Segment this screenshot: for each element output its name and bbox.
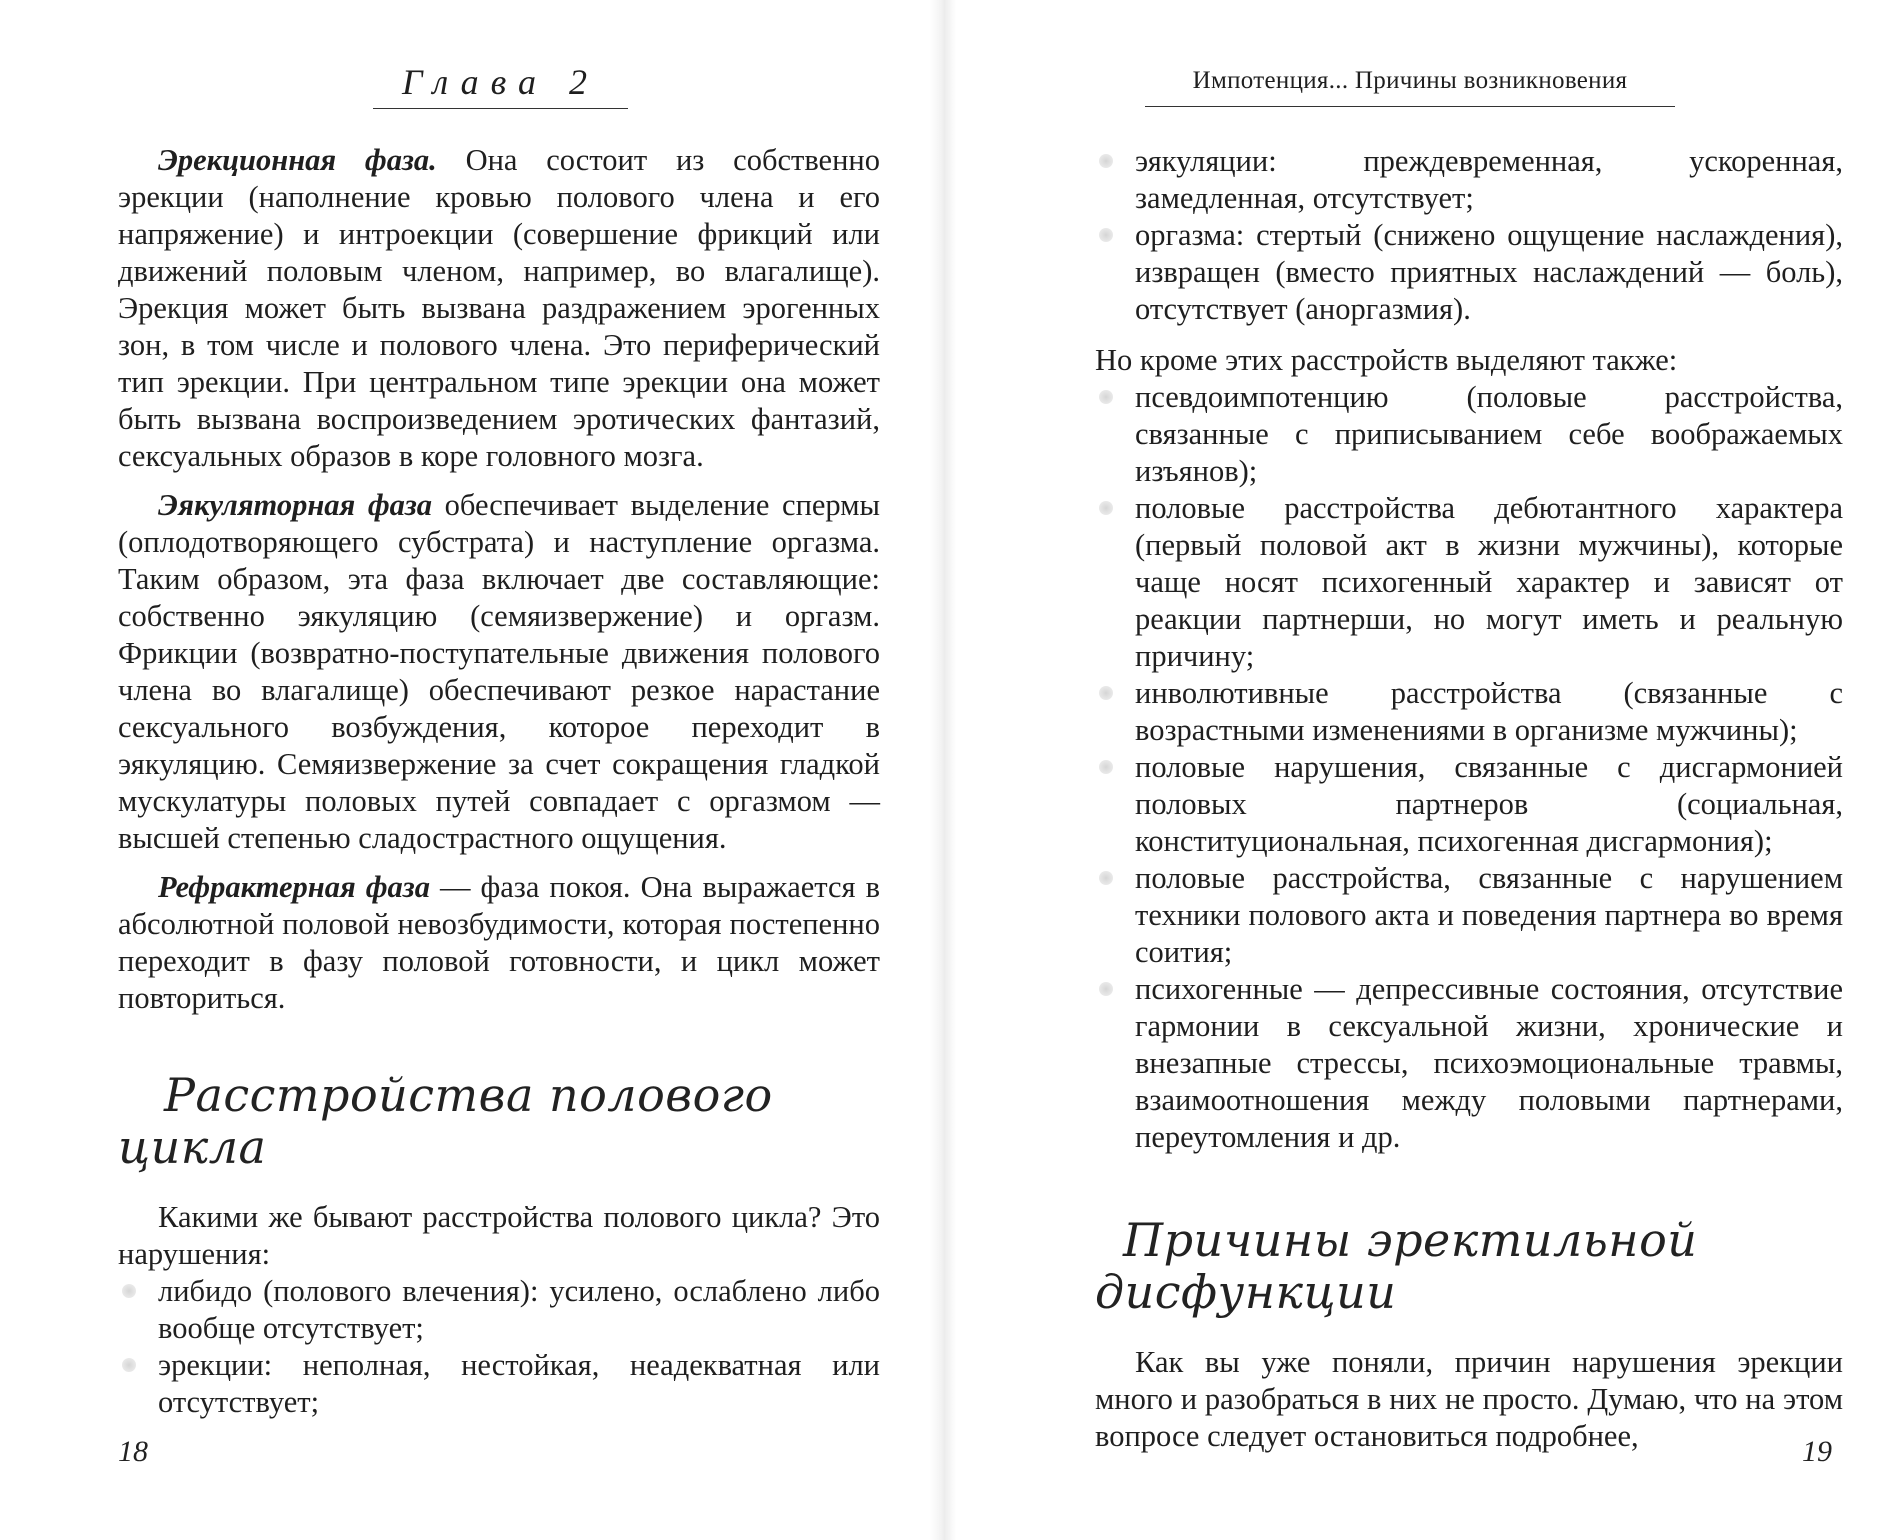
bullet-icon [1099,982,1113,996]
list-item: оргазма: стертый (снижено ощущение наслаждения), извращен (вместо приятных наслаждений — боль), отсутствует (аноргазмия). [1095,217,1843,328]
bullet-list-additional [1095,379,1843,1156]
bullet-icon [122,1284,136,1298]
list-item: психогенные — депрессивные состояния, отсутствие гармонии в сексуальной жизни, хронические и внезапные стрессы, психоэмоциональные травмы, взаимоотношения между половыми партнерами, переутомления и др. [1095,971,1843,1156]
left-page-body [118,142,880,1435]
bullet-icon [1099,228,1113,242]
section-title-causes: Причины эректильной дисфункции [1095,1213,1698,1319]
list-item: половые нарушения, связанные с дисгармонией половых партнеров (социальная, конституциональная, психогенная дисгармония); [1095,749,1843,860]
bullet-icon [1099,501,1113,515]
list-item: эрекции: неполная, нестойкая, неадекватная или отсутствует; [118,1347,880,1421]
list-item: инволютивные расстройства (связанные с возрастными изменениями в организме мужчины); [1095,675,1843,749]
bullet-icon [1099,871,1113,885]
term-refractory-phase: Рефрактерная фаза [158,870,430,904]
paragraph-text: обеспечивает выделение спермы (оплодотворяющего субстрата) и наступление оргазма. Таким образом, эта фаза включает две составляющие: собственно эякуляцию (семяизвержение) и оргазм. Фрикции (возвратно-поступательные движения полового члена во влагалище) обеспечивают резкое нарастание сексуального возбуждения, которое переходит в эякуляцию. Семяизвержение за счет сокращения гладкой мускулатуры половых путей совпадает с оргазмом — высшей степенью сладострастного ощущения. [118,488,881,855]
paragraph-erection-phase [118,142,880,475]
list-item: половые расстройства дебютантного характера (первый половой акт в жизни мужчины), которые чаще носят психогенный характер и зависят от реакции партнерши, но могут иметь и реальную причину; [1095,490,1843,675]
left-page [0,0,940,1540]
page-number-left: 18 [118,1435,148,1468]
section-title-disorders: Расстройства полового цикла [118,1068,773,1174]
paragraph-also-distinguished: Но кроме этих расстройств выделяют также: [1095,343,1678,377]
paragraph-disorders-intro: Какими же бывают расстройства полового цикла? Это нарушения: [118,1200,880,1271]
list-item: псевдоимпотенцию (половые расстройства, связанные с приписыванием себе воображаемых изъянов); [1095,379,1843,490]
running-header-right: Импотенция... Причины возникновения [1145,62,1675,107]
paragraph-text: — фаза покоя. Она выражается в абсолютной половой невозбудимости, которая постепенно переходит в фазу половой готовности, и цикл может повториться. [118,870,880,1015]
term-erection-phase: Эрекционная фаза. [158,143,437,177]
running-header-left: Глава 2 [373,62,628,109]
bullet-icon [1099,390,1113,404]
bullet-icon [1099,760,1113,774]
right-page-body [1095,143,1843,1467]
term-ejaculation-phase: Эякуляторная фаза [158,488,433,522]
right-page [940,0,1882,1540]
paragraph-ejaculation-phase [118,487,880,857]
paragraph-text: Она состоит из собственно эрекции (наполнение кровью полового члена и его напряжение) и интроекции (совершение фрикций или движений половым членом, например, во влагалище). Эрекция может быть вызвана раздражением эрогенных зон, в том числе и полового члена. Это периферический тип эрекции. При центральном типе эрекции она может быть вызвана воспроизведением эротических фантазий, сексуальных образов в коре головного мозга. [118,143,880,473]
bullet-icon [1099,154,1113,168]
bullet-list-disorders [118,1273,880,1421]
bullet-icon [122,1358,136,1372]
bullet-list-continued [1095,143,1843,328]
paragraph-causes-intro: Как вы уже поняли, причин нарушения эрекции много и разобраться в них не просто. Думаю, что на этом вопросе следует остановиться подробнее, [1095,1345,1843,1453]
list-item: эякуляции: преждевременная, ускоренная, замедленная, отсутствует; [1095,143,1843,217]
bullet-icon [1099,686,1113,700]
paragraph-refractory-phase [118,869,880,1017]
list-item: либидо (полового влечения): усилено, ослаблено либо вообще отсутствует; [118,1273,880,1347]
list-item: половые расстройства, связанные с нарушением техники полового акта и поведения партнера во время соития; [1095,860,1843,971]
page-number-right: 19 [1802,1435,1832,1468]
